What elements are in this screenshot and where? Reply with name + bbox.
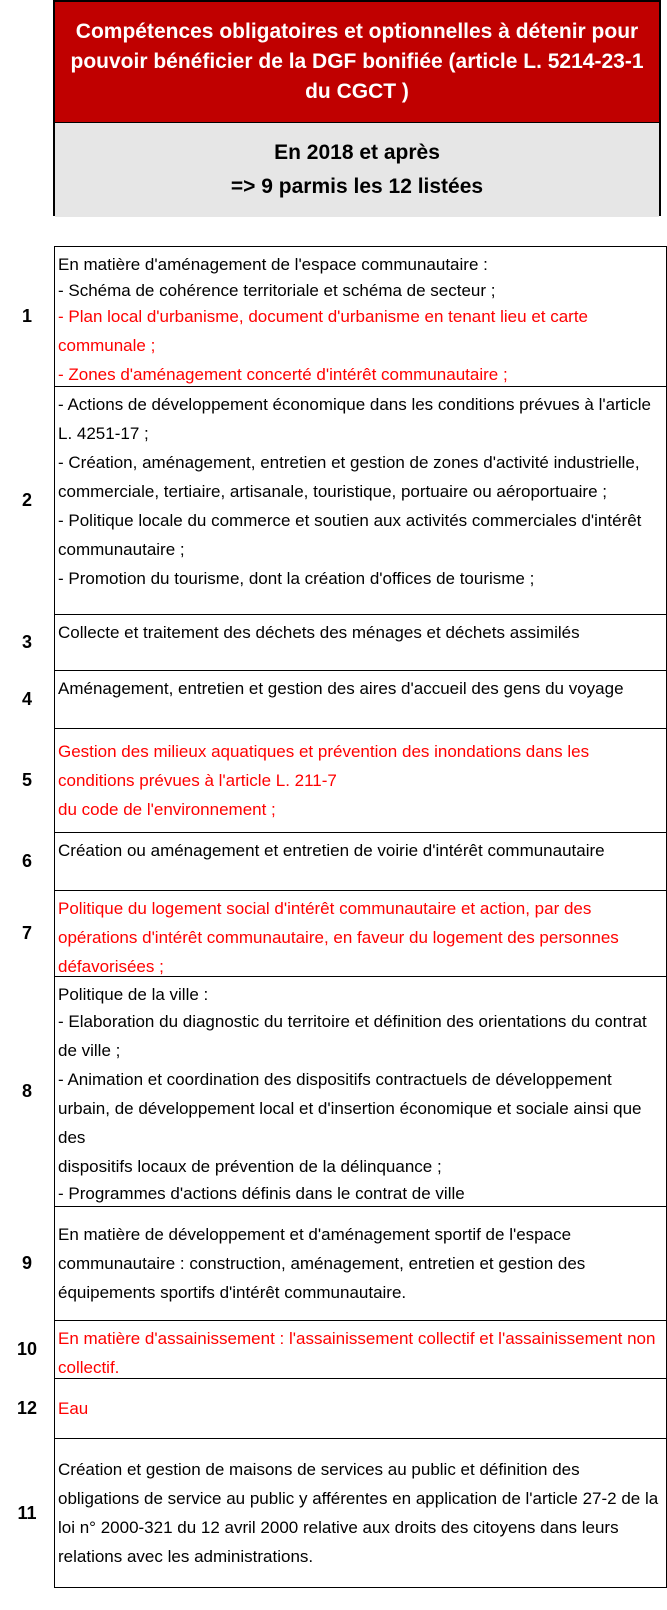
table-row xyxy=(0,246,667,386)
header-title: Compétences obligatoires et optionnelles à détenir pour pouvoir bénéficier de la DGF bonifiée (article L. 5214-23-1 du CGCT ) xyxy=(55,2,659,122)
row-line: En matière d'assainissement : l'assainissement collectif et l'assainissement non collectif. xyxy=(58,1329,656,1377)
row-line: - Programmes d'actions définis dans le contrat de ville xyxy=(58,1184,465,1203)
row-number: 4 xyxy=(21,688,32,709)
row-number: 6 xyxy=(21,850,32,871)
row-text xyxy=(54,246,667,386)
row-text xyxy=(54,890,667,976)
row-line: Eau xyxy=(58,1399,89,1418)
row-line: Création et gestion de maisons de services au public et définition des obligations de service au public y afférentes en application de l'article 27-2 de la loi n° 2000-321 du 12 avril 2000 relative aux droits des citoyens dans leurs relations avec les administrations. xyxy=(58,1460,659,1566)
row-line: dispositifs locaux de prévention de la délinquance ; xyxy=(58,1157,442,1176)
row-text xyxy=(54,1206,667,1320)
row-line: En matière d'aménagement de l'espace communautaire : xyxy=(58,255,488,274)
row-number: 10 xyxy=(16,1338,38,1359)
row-text xyxy=(54,728,667,832)
row-text xyxy=(54,1378,667,1438)
row-line: - Actions de développement économique dans les conditions prévues à l'article L. 4251-17 ; xyxy=(58,395,651,443)
row-number: 12 xyxy=(16,1397,38,1418)
row-text xyxy=(54,976,667,1206)
row-text xyxy=(54,1320,667,1378)
row-text xyxy=(54,832,667,890)
table-row xyxy=(0,976,667,1206)
row-number: 2 xyxy=(21,489,32,510)
table-row xyxy=(0,890,667,976)
row-number: 1 xyxy=(21,305,32,326)
row-number: 11 xyxy=(17,1502,37,1523)
row-line: Collecte et traitement des déchets des ménages et déchets assimilés xyxy=(58,623,580,642)
table-row xyxy=(0,1378,667,1438)
row-line: - Elaboration du diagnostic du territoire et définition des orientations du contrat de ville ; xyxy=(58,1012,647,1060)
row-number: 5 xyxy=(21,769,32,790)
row-number: 3 xyxy=(21,631,32,652)
header-subtitle xyxy=(55,122,659,217)
row-number: 8 xyxy=(21,1080,32,1101)
row-line: - Schéma de cohérence territoriale et schéma de secteur ; xyxy=(58,281,496,300)
table-row xyxy=(0,670,667,728)
row-line: - Plan local d'urbanisme, document d'urbanisme en tenant lieu et carte communale ; xyxy=(58,307,589,355)
table-row xyxy=(0,1206,667,1320)
table-row xyxy=(0,832,667,890)
header-box xyxy=(53,0,661,216)
row-line: - Création, aménagement, entretien et gestion de zones d'activité industrielle, commerciale, tertiaire, artisanale, touristique, portuaire ou aéroportuaire ; xyxy=(58,453,640,501)
row-line: - Politique locale du commerce et soutien aux activités commerciales d'intérêt communautaire ; xyxy=(58,511,642,559)
row-number: 9 xyxy=(21,1252,32,1273)
row-line: - Animation et coordination des dispositifs contractuels de développement urbain, de développement local et d'insertion économique et sociale ainsi que des xyxy=(58,1070,642,1147)
row-text xyxy=(54,614,667,670)
row-line: En matière de développement et d'aménagement sportif de l'espace communautaire : construction, aménagement, entretien et gestion des équipements sportifs d'intérêt communautaire. xyxy=(58,1225,586,1302)
table-row xyxy=(0,614,667,670)
row-line: Gestion des milieux aquatiques et prévention des inondations dans les conditions prévues à l'article L. 211-7 xyxy=(58,742,590,790)
row-text xyxy=(54,1438,667,1588)
row-line: - Promotion du tourisme, dont la création d'offices de tourisme ; xyxy=(58,569,535,588)
row-line: Aménagement, entretien et gestion des aires d'accueil des gens du voyage xyxy=(58,679,624,698)
row-line: Politique de la ville : xyxy=(58,985,209,1004)
row-line: - Zones d'aménagement concerté d'intérêt communautaire ; xyxy=(58,365,508,384)
row-text xyxy=(54,386,667,614)
row-text xyxy=(54,670,667,728)
row-line: Création ou aménagement et entretien de voirie d'intérêt communautaire xyxy=(58,841,605,860)
table-row xyxy=(0,1320,667,1378)
header-subtitle-line-1: En 2018 et après xyxy=(274,141,440,164)
row-line: du code de l'environnement ; xyxy=(58,800,276,819)
table-row xyxy=(0,386,667,614)
table-row xyxy=(0,728,667,832)
header-subtitle-line-2: => 9 parmis les 12 listées xyxy=(230,175,484,198)
row-number: 7 xyxy=(21,922,32,943)
table-row xyxy=(0,1438,667,1588)
row-line: Politique du logement social d'intérêt communautaire et action, par des opérations d'intérêt communautaire, en faveur du logement des personnes défavorisées ; xyxy=(58,899,619,976)
